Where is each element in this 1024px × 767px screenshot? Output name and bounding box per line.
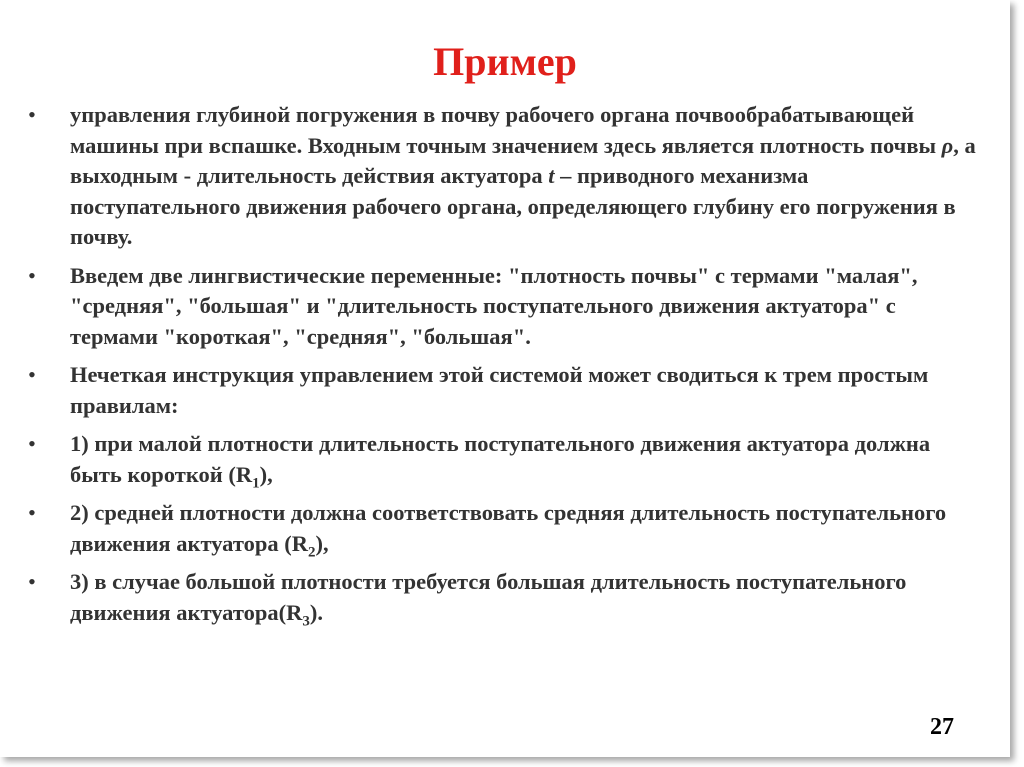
bullet-item: • 2) средней плотности должна соответствовать средняя длительность поступательного движения актуатора $(R_2)$, xyxy=(28,500,947,560)
bullet-item: • Нечеткая инструкция управлением этой системой может сводиться к трем простым правилам: xyxy=(28,362,929,418)
bullet-icon: • xyxy=(28,431,36,456)
bullet-item: • Введем две лингвистические переменные: "плотность почвы" с термами "малая", "средняя", "большая" и "длительность поступательного движения актуатора" с термами "короткая", "средняя", "большая". xyxy=(28,262,918,349)
slide-title: Пример xyxy=(433,39,577,84)
bullet-item: • управления глубиной погружения в почву рабочего органа почвообрабатывающей машины при вспашке. Входным точным значением здесь является плотность почвы ρ, а выходным - длительность действия актуатора t – приводного механизма поступательного движения рабочего органа, определяющего глубину его погружения в почву. xyxy=(28,102,976,249)
bullet-icon: • xyxy=(28,362,36,387)
bullet-item: • 1) при малой плотности длительность поступательного движения актуатора должна быть короткой $(R_1)$, xyxy=(28,431,931,491)
bullet-icon: • xyxy=(28,569,36,594)
bullet-item: • 3) в случае большой плотности требуется большая длительность поступательного движения $актуатора(R_3)$. xyxy=(28,569,907,629)
page-number: 27 xyxy=(930,714,954,740)
bullet-icon: • xyxy=(28,262,36,288)
bullet-icon: • xyxy=(28,102,36,127)
bullet-list xyxy=(28,100,978,636)
bullet-icon: • xyxy=(28,500,36,525)
